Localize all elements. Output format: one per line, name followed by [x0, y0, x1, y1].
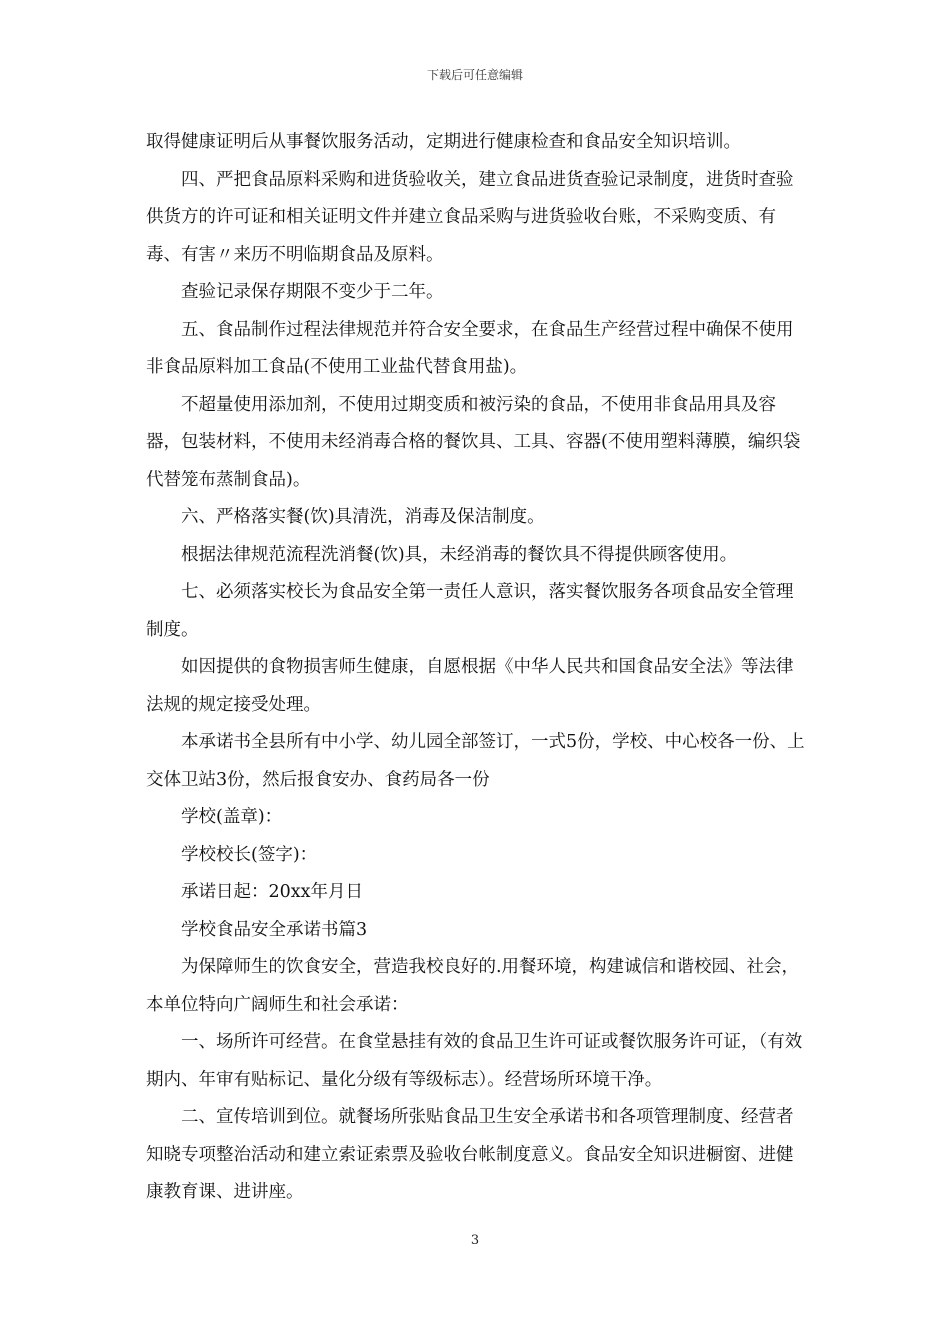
document-body	[146, 124, 808, 1212]
paragraph: 承诺日起：20xx年月日	[181, 882, 364, 902]
paragraph: 四、严把食品原料采购和进货验收关，建立食品进货查验记录制度，进货时查验供货方的许可证和相关证明文件并建立食品采购与进货验收台账，不采购变质、有毒、有害〃来历不明临期食品及原料。	[146, 169, 794, 265]
paragraph: 六、严格落实餐(饮)具清洗，消毒及保洁制度。	[181, 507, 545, 527]
paragraph: 学校校长(签字)：	[181, 844, 318, 865]
page-header: 下载后可任意编辑	[426, 68, 523, 82]
paragraph: 根据法律规范流程洗消餐(饮)具，未经消毒的餐饮具不得提供顾客使用。	[181, 544, 738, 565]
paragraph: 二、宣传培训到位。就餐场所张贴食品卫生安全承诺书和各项管理制度、经营者知晓专项整治活动和建立索证索票及验收台帐制度意义。食品安全知识进橱窗、进健康教育课、进讲座。	[146, 1107, 794, 1202]
paragraph: 取得健康证明后从事餐饮服务活动，定期进行健康检查和食品安全知识培训。	[146, 132, 741, 152]
paragraph: 本承诺书全县所有中小学、幼儿园全部签订，一式5份，学校、中心校各一份、上交体卫站3份，然后报食安办、食药局各一份	[146, 732, 805, 790]
paragraph: 五、食品制作过程法律规范并符合安全要求，在食品生产经营过程中确保不使用非食品原料加工食品(不使用工业盐代替食用盐)。	[146, 319, 794, 377]
paragraph: 查验记录保存期限不变少于二年。	[181, 282, 444, 302]
paragraph: 一、场所许可经营。在食堂悬挂有效的食品卫生许可证或餐饮服务许可证，（有效期内、年审有贴标记、量化分级有等级标志）。经营场所环境干净。	[146, 1032, 803, 1090]
paragraph: 七、必须落实校长为食品安全第一责任人意识，落实餐饮服务各项食品安全管理制度。	[146, 582, 794, 640]
paragraph: 如因提供的食物损害师生健康，自愿根据《中华人民共和国食品安全法》等法律法规的规定接受处理。	[146, 657, 794, 715]
paragraph: 学校(盖章)：	[181, 807, 283, 827]
paragraph: 不超量使用添加剂，不使用过期变质和被污染的食品，不使用非食品用具及容器，包装材料，不使用未经消毒合格的餐饮具、工具、容器(不使用塑料薄膜，编织袋代替笼布蒸制食品)。	[146, 394, 801, 490]
paragraph: 为保障师生的饮食安全，营造我校良好的.用餐环境，构建诚信和谐校园、社会，本单位特向广阔师生和社会承诺：	[146, 957, 800, 1015]
paragraph: 学校食品安全承诺书篇3	[181, 919, 368, 940]
page-number: 3	[470, 1233, 480, 1248]
